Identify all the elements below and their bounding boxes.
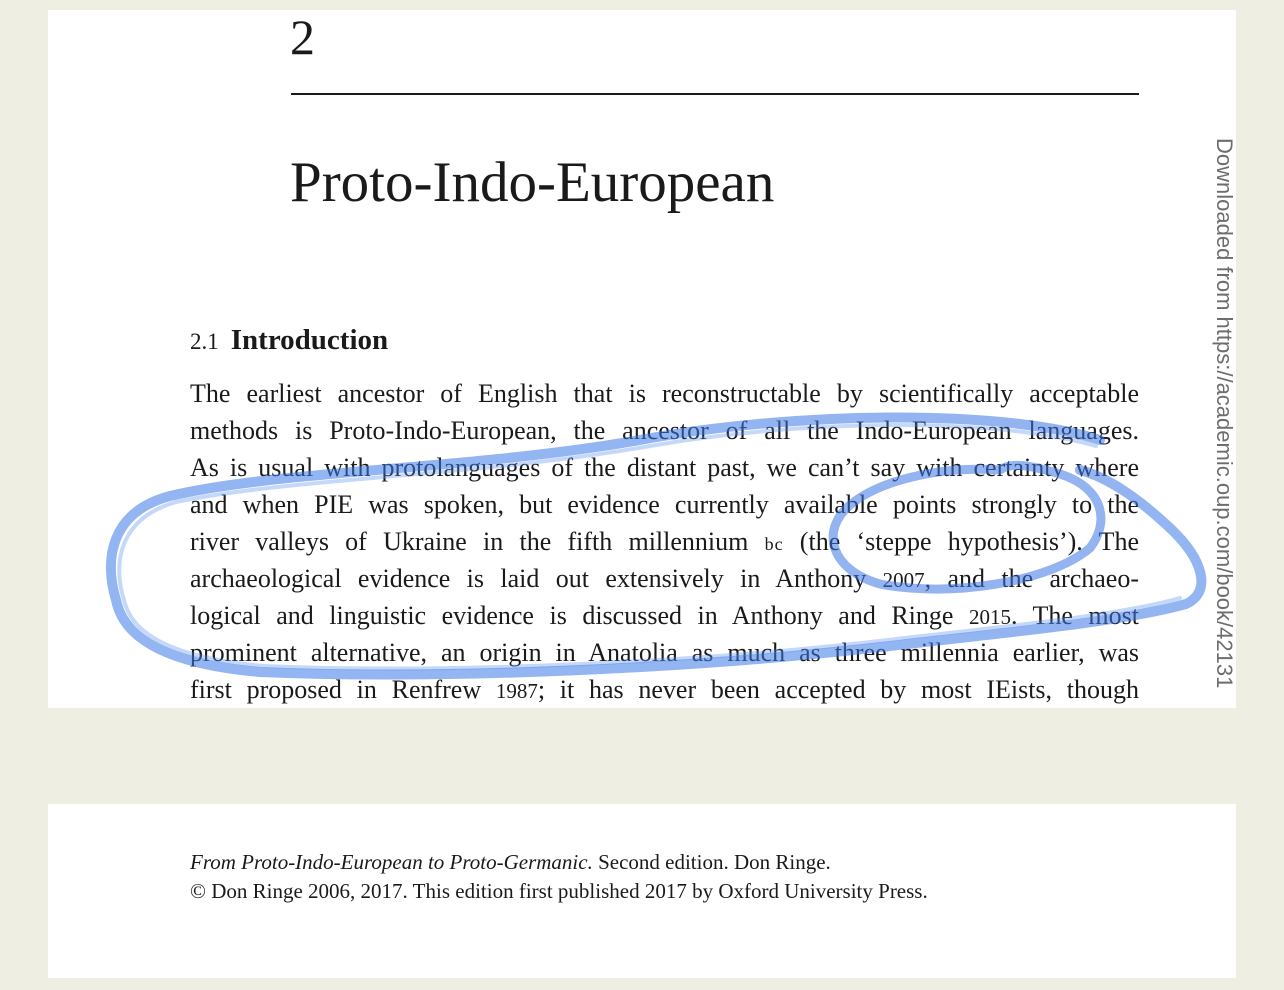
section-number: 2.1 xyxy=(190,329,219,354)
download-source-note: Downloaded from https://academic.oup.com/book/42131 xyxy=(1212,138,1237,689)
copyright-page-footer xyxy=(48,804,1236,978)
paragraph-line: archaeological evidence is laid out extensively in Anthony 2007, and the archaeo- xyxy=(190,564,1139,593)
book-page xyxy=(48,10,1236,708)
paragraph-line: As is usual with protolanguages of the distant past, we can’t say with certainty where xyxy=(190,453,1139,482)
paragraph-line: and when PIE was spoken, but evidence currently available points strongly to the xyxy=(190,490,1139,519)
paragraph-line: river valleys of Ukraine in the fifth millennium bc (the ‘steppe hypothesis’). The xyxy=(190,527,1139,556)
paragraph-line: methods is Proto-Indo-European, the ancestor of all the Indo-European languages. xyxy=(190,416,1139,445)
paragraph-line: logical and linguistic evidence is discussed in Anthony and Ringe 2015. The most xyxy=(190,601,1139,630)
section-heading xyxy=(190,323,388,359)
section-title: Introduction xyxy=(230,324,389,356)
paragraph-line: first proposed in Renfrew 1987; it has never been accepted by most IEists, though xyxy=(190,675,1139,704)
body-paragraph xyxy=(190,375,1139,708)
chapter-number: 2 xyxy=(290,10,315,65)
book-title: From Proto-Indo-European to Proto-Germanic. xyxy=(190,850,593,874)
paragraph-line: The earliest ancestor of English that is reconstructable by scientifically acceptable xyxy=(190,379,1139,408)
chapter-title: Proto-Indo-European xyxy=(290,151,775,214)
footer-citation xyxy=(190,848,928,906)
footer-line-2: © Don Ringe 2006, 2017. This edition first published 2017 by Oxford University Press. xyxy=(190,879,928,903)
paragraph-line: prominent alternative, an origin in Anatolia as much as three millennia earlier, was xyxy=(190,638,1139,667)
chapter-rule xyxy=(291,93,1139,95)
edition-info: Second edition. Don Ringe. xyxy=(598,850,831,874)
footer-line-1 xyxy=(190,848,928,877)
